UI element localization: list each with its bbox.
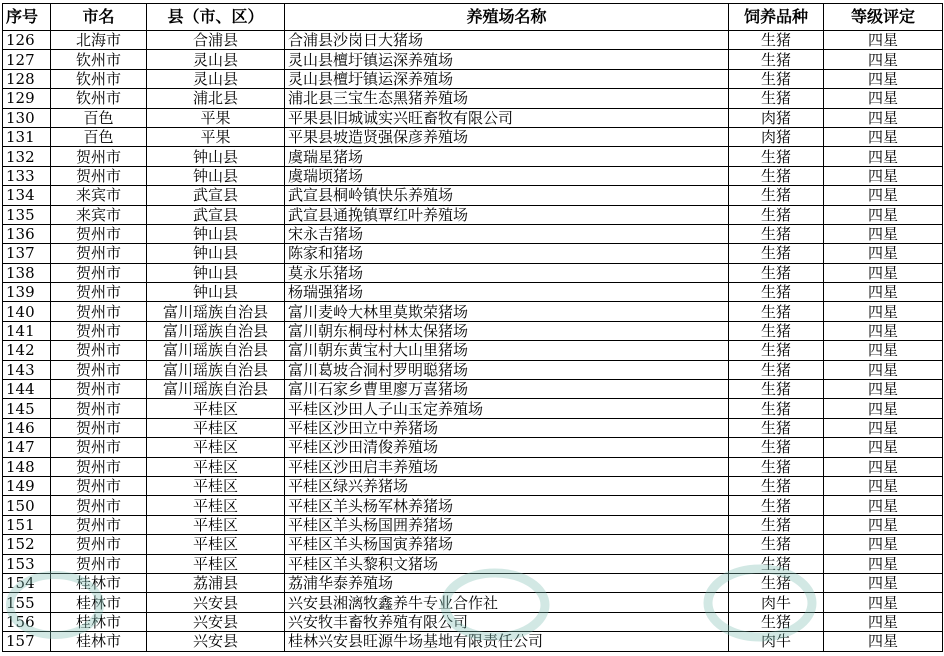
cell-county: 平果 — [147, 108, 285, 127]
cell-farm-name: 灵山县檀圩镇运深养殖场 — [285, 69, 729, 88]
cell-serial: 133 — [3, 166, 51, 185]
cell-farm-name: 桂林兴安县旺源牛场基地有限责任公司 — [285, 632, 729, 651]
cell-serial: 148 — [3, 457, 51, 476]
cell-city: 贺州市 — [51, 554, 147, 573]
cell-rating: 四星 — [824, 31, 943, 50]
cell-farm-name: 平桂区羊头杨国寅养猪场 — [285, 535, 729, 554]
cell-serial: 140 — [3, 302, 51, 321]
cell-rating: 四星 — [824, 50, 943, 69]
cell-county: 富川瑶族自治县 — [147, 360, 285, 379]
cell-county: 平果 — [147, 127, 285, 146]
table-row — [3, 31, 943, 50]
cell-farm-name: 平桂区羊头黎积文猪场 — [285, 554, 729, 573]
cell-farm-name: 平桂区沙田立中养猪场 — [285, 418, 729, 437]
cell-serial: 150 — [3, 496, 51, 515]
cell-breed: 生猪 — [729, 31, 824, 50]
cell-farm-name: 富川石家乡曹里廖万喜猪场 — [285, 380, 729, 399]
table-row — [3, 438, 943, 457]
cell-farm-name: 合浦县沙岗日大猪场 — [285, 31, 729, 50]
cell-city: 桂林市 — [51, 593, 147, 612]
header-rating: 等级评定 — [824, 4, 943, 31]
table-row — [3, 263, 943, 282]
table-row — [3, 573, 943, 592]
cell-rating: 四星 — [824, 224, 943, 243]
cell-rating: 四星 — [824, 244, 943, 263]
cell-city: 北海市 — [51, 31, 147, 50]
cell-county: 兴安县 — [147, 612, 285, 631]
cell-city: 贺州市 — [51, 399, 147, 418]
cell-city: 贺州市 — [51, 166, 147, 185]
cell-city: 贺州市 — [51, 476, 147, 495]
cell-rating: 四星 — [824, 89, 943, 108]
cell-county: 平桂区 — [147, 399, 285, 418]
table-body — [3, 31, 943, 652]
table-row — [3, 127, 943, 146]
cell-rating: 四星 — [824, 554, 943, 573]
cell-breed: 肉猪 — [729, 127, 824, 146]
table-row — [3, 360, 943, 379]
cell-serial: 144 — [3, 380, 51, 399]
cell-breed: 生猪 — [729, 166, 824, 185]
cell-county: 灵山县 — [147, 69, 285, 88]
cell-breed: 生猪 — [729, 476, 824, 495]
cell-farm-name: 虞瑞顷猪场 — [285, 166, 729, 185]
table-row — [3, 341, 943, 360]
cell-rating: 四星 — [824, 360, 943, 379]
header-county: 县（市、区） — [147, 4, 285, 31]
cell-serial: 130 — [3, 108, 51, 127]
header-city: 市名 — [51, 4, 147, 31]
cell-breed: 生猪 — [729, 69, 824, 88]
table-row — [3, 321, 943, 340]
cell-county: 平桂区 — [147, 515, 285, 534]
table-row — [3, 205, 943, 224]
cell-rating: 四星 — [824, 302, 943, 321]
cell-serial: 136 — [3, 224, 51, 243]
cell-city: 贺州市 — [51, 341, 147, 360]
cell-farm-name: 平桂区羊头杨国囲养猪场 — [285, 515, 729, 534]
cell-county: 钟山县 — [147, 166, 285, 185]
cell-serial: 142 — [3, 341, 51, 360]
cell-county: 武宣县 — [147, 205, 285, 224]
cell-rating: 四星 — [824, 380, 943, 399]
cell-farm-name: 陈家和猪场 — [285, 244, 729, 263]
cell-breed: 生猪 — [729, 186, 824, 205]
cell-serial: 153 — [3, 554, 51, 573]
cell-farm-name: 杨瑞强猪场 — [285, 283, 729, 302]
cell-rating: 四星 — [824, 341, 943, 360]
cell-county: 平桂区 — [147, 476, 285, 495]
cell-rating: 四星 — [824, 438, 943, 457]
table-row — [3, 380, 943, 399]
table-row — [3, 69, 943, 88]
table-row — [3, 302, 943, 321]
cell-rating: 四星 — [824, 263, 943, 282]
cell-farm-name: 富川葛坡合洞村罗明聪猪场 — [285, 360, 729, 379]
cell-county: 兴安县 — [147, 632, 285, 651]
table-row — [3, 399, 943, 418]
cell-rating: 四星 — [824, 205, 943, 224]
header-row — [3, 4, 943, 31]
cell-rating: 四星 — [824, 515, 943, 534]
cell-serial: 127 — [3, 50, 51, 69]
cell-city: 贺州市 — [51, 535, 147, 554]
cell-breed: 生猪 — [729, 535, 824, 554]
cell-breed: 生猪 — [729, 341, 824, 360]
cell-breed: 肉牛 — [729, 632, 824, 651]
table-row — [3, 593, 943, 612]
cell-farm-name: 富川麦岭大林里莫欺荣猪场 — [285, 302, 729, 321]
cell-serial: 139 — [3, 283, 51, 302]
cell-farm-name: 浦北县三宝生态黑猪养殖场 — [285, 89, 729, 108]
cell-city: 贺州市 — [51, 263, 147, 282]
cell-breed: 生猪 — [729, 89, 824, 108]
cell-serial: 152 — [3, 535, 51, 554]
cell-rating: 四星 — [824, 632, 943, 651]
cell-rating: 四星 — [824, 147, 943, 166]
table-row — [3, 457, 943, 476]
cell-farm-name: 武宣县通挽镇覃红叶养殖场 — [285, 205, 729, 224]
cell-rating: 四星 — [824, 593, 943, 612]
cell-city: 百色 — [51, 127, 147, 146]
cell-serial: 141 — [3, 321, 51, 340]
cell-serial: 134 — [3, 186, 51, 205]
cell-serial: 147 — [3, 438, 51, 457]
cell-serial: 149 — [3, 476, 51, 495]
table-row — [3, 535, 943, 554]
cell-farm-name: 富川朝东桐母村林太保猪场 — [285, 321, 729, 340]
cell-serial: 137 — [3, 244, 51, 263]
cell-serial: 129 — [3, 89, 51, 108]
cell-breed: 生猪 — [729, 399, 824, 418]
cell-farm-name: 平果县坡造贤强保彦养殖场 — [285, 127, 729, 146]
cell-breed: 肉牛 — [729, 593, 824, 612]
cell-breed: 生猪 — [729, 244, 824, 263]
cell-city: 桂林市 — [51, 573, 147, 592]
table-row — [3, 476, 943, 495]
cell-farm-name: 平桂区沙田清俊养殖场 — [285, 438, 729, 457]
cell-serial: 151 — [3, 515, 51, 534]
cell-farm-name: 富川朝东黄宝村大山里猪场 — [285, 341, 729, 360]
cell-breed: 生猪 — [729, 321, 824, 340]
header-farm-name: 养殖场名称 — [285, 4, 729, 31]
cell-city: 贺州市 — [51, 224, 147, 243]
table-row — [3, 147, 943, 166]
cell-serial: 157 — [3, 632, 51, 651]
header-serial: 序号 — [3, 4, 51, 31]
cell-rating: 四星 — [824, 108, 943, 127]
cell-serial: 132 — [3, 147, 51, 166]
cell-farm-name: 宋永吉猪场 — [285, 224, 729, 243]
cell-city: 贺州市 — [51, 515, 147, 534]
cell-county: 平桂区 — [147, 535, 285, 554]
cell-county: 富川瑶族自治县 — [147, 321, 285, 340]
cell-farm-name: 灵山县檀圩镇运深养殖场 — [285, 50, 729, 69]
cell-city: 桂林市 — [51, 632, 147, 651]
cell-rating: 四星 — [824, 283, 943, 302]
cell-city: 贺州市 — [51, 438, 147, 457]
cell-farm-name: 平桂区沙田启丰养殖场 — [285, 457, 729, 476]
header-breed: 饲养品种 — [729, 4, 824, 31]
cell-county: 富川瑶族自治县 — [147, 302, 285, 321]
cell-rating: 四星 — [824, 166, 943, 185]
cell-city: 贺州市 — [51, 457, 147, 476]
cell-breed: 生猪 — [729, 554, 824, 573]
cell-city: 来宾市 — [51, 205, 147, 224]
table-row — [3, 244, 943, 263]
cell-county: 钟山县 — [147, 263, 285, 282]
cell-city: 贺州市 — [51, 244, 147, 263]
table-row — [3, 108, 943, 127]
table-row — [3, 186, 943, 205]
cell-rating: 四星 — [824, 321, 943, 340]
cell-rating: 四星 — [824, 476, 943, 495]
table-row — [3, 418, 943, 437]
cell-city: 百色 — [51, 108, 147, 127]
cell-serial: 135 — [3, 205, 51, 224]
table-row — [3, 283, 943, 302]
cell-breed: 生猪 — [729, 418, 824, 437]
cell-breed: 生猪 — [729, 612, 824, 631]
cell-county: 平桂区 — [147, 457, 285, 476]
cell-farm-name: 莫永乐猪场 — [285, 263, 729, 282]
cell-rating: 四星 — [824, 573, 943, 592]
cell-farm-name: 兴安县湘漓牧鑫养牛专业合作社 — [285, 593, 729, 612]
cell-farm-name: 平桂区绿兴养猪场 — [285, 476, 729, 495]
cell-city: 贺州市 — [51, 283, 147, 302]
cell-rating: 四星 — [824, 457, 943, 476]
cell-county: 兴安县 — [147, 593, 285, 612]
cell-rating: 四星 — [824, 69, 943, 88]
cell-rating: 四星 — [824, 496, 943, 515]
cell-serial: 155 — [3, 593, 51, 612]
cell-county: 灵山县 — [147, 50, 285, 69]
cell-serial: 145 — [3, 399, 51, 418]
table-row — [3, 224, 943, 243]
cell-rating: 四星 — [824, 399, 943, 418]
cell-city: 钦州市 — [51, 69, 147, 88]
cell-county: 钟山县 — [147, 283, 285, 302]
cell-rating: 四星 — [824, 186, 943, 205]
cell-breed: 生猪 — [729, 147, 824, 166]
table-row — [3, 612, 943, 631]
cell-rating: 四星 — [824, 535, 943, 554]
cell-serial: 143 — [3, 360, 51, 379]
cell-farm-name: 荔浦华泰养殖场 — [285, 573, 729, 592]
table-row — [3, 515, 943, 534]
cell-county: 合浦县 — [147, 31, 285, 50]
table-row — [3, 50, 943, 69]
cell-breed: 生猪 — [729, 515, 824, 534]
table-row — [3, 166, 943, 185]
table-row — [3, 496, 943, 515]
cell-farm-name: 兴安牧丰畜牧养殖有限公司 — [285, 612, 729, 631]
cell-city: 贺州市 — [51, 321, 147, 340]
cell-farm-name: 虞瑞星猪场 — [285, 147, 729, 166]
cell-breed: 生猪 — [729, 224, 824, 243]
cell-county: 钟山县 — [147, 224, 285, 243]
cell-breed: 生猪 — [729, 457, 824, 476]
cell-serial: 126 — [3, 31, 51, 50]
cell-rating: 四星 — [824, 127, 943, 146]
cell-rating: 四星 — [824, 418, 943, 437]
cell-county: 钟山县 — [147, 147, 285, 166]
cell-breed: 生猪 — [729, 263, 824, 282]
cell-county: 平桂区 — [147, 496, 285, 515]
cell-city: 贺州市 — [51, 147, 147, 166]
cell-breed: 生猪 — [729, 50, 824, 69]
cell-breed: 生猪 — [729, 380, 824, 399]
cell-serial: 154 — [3, 573, 51, 592]
cell-farm-name: 武宣县桐岭镇快乐养殖场 — [285, 186, 729, 205]
cell-breed: 生猪 — [729, 438, 824, 457]
cell-serial: 128 — [3, 69, 51, 88]
cell-serial: 146 — [3, 418, 51, 437]
cell-city: 贺州市 — [51, 302, 147, 321]
cell-farm-name: 平果县旧城诚实兴旺畜牧有限公司 — [285, 108, 729, 127]
cell-city: 贺州市 — [51, 380, 147, 399]
cell-county: 武宣县 — [147, 186, 285, 205]
cell-serial: 138 — [3, 263, 51, 282]
cell-city: 桂林市 — [51, 612, 147, 631]
cell-city: 钦州市 — [51, 50, 147, 69]
cell-farm-name: 平桂区羊头杨军林养猪场 — [285, 496, 729, 515]
cell-county: 平桂区 — [147, 554, 285, 573]
cell-county: 平桂区 — [147, 438, 285, 457]
cell-breed: 生猪 — [729, 496, 824, 515]
cell-breed: 肉猪 — [729, 108, 824, 127]
cell-city: 贺州市 — [51, 360, 147, 379]
cell-rating: 四星 — [824, 612, 943, 631]
cell-county: 荔浦县 — [147, 573, 285, 592]
cell-city: 贺州市 — [51, 496, 147, 515]
table-row — [3, 89, 943, 108]
cell-county: 富川瑶族自治县 — [147, 341, 285, 360]
cell-serial: 156 — [3, 612, 51, 631]
cell-county: 钟山县 — [147, 244, 285, 263]
cell-city: 来宾市 — [51, 186, 147, 205]
cell-county: 平桂区 — [147, 418, 285, 437]
cell-breed: 生猪 — [729, 302, 824, 321]
cell-county: 富川瑶族自治县 — [147, 380, 285, 399]
farm-rating-table — [2, 3, 943, 652]
cell-serial: 131 — [3, 127, 51, 146]
cell-farm-name: 平桂区沙田人子山玉定养殖场 — [285, 399, 729, 418]
cell-breed: 生猪 — [729, 360, 824, 379]
table-row — [3, 632, 943, 651]
cell-city: 贺州市 — [51, 418, 147, 437]
cell-breed: 生猪 — [729, 573, 824, 592]
cell-breed: 生猪 — [729, 205, 824, 224]
table-row — [3, 554, 943, 573]
cell-city: 钦州市 — [51, 89, 147, 108]
cell-county: 浦北县 — [147, 89, 285, 108]
cell-breed: 生猪 — [729, 283, 824, 302]
